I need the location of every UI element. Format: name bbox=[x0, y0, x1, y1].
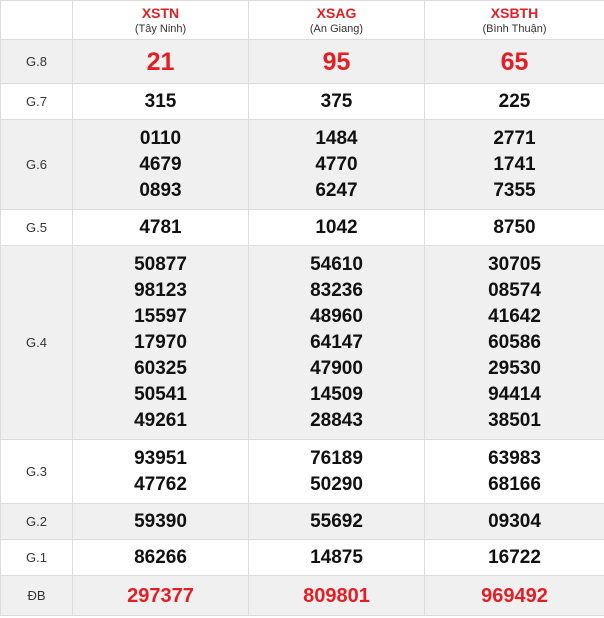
result-number: 59390 bbox=[134, 510, 187, 532]
result-number: 30705 bbox=[488, 253, 541, 275]
result-number: 14875 bbox=[310, 546, 363, 568]
result-number: 315 bbox=[144, 90, 177, 112]
header-row bbox=[1, 1, 604, 40]
result-number: 94414 bbox=[488, 383, 541, 405]
result-number: 7355 bbox=[493, 179, 536, 201]
result-cell bbox=[249, 120, 425, 210]
prize-row bbox=[1, 504, 604, 540]
result-number: 29530 bbox=[488, 357, 541, 379]
prize-label: G.2 bbox=[1, 504, 73, 540]
prize-label: G.3 bbox=[1, 440, 73, 504]
province-code[interactable]: XSAG bbox=[316, 4, 357, 21]
prize-label: G.7 bbox=[1, 84, 73, 120]
prize-row bbox=[1, 84, 604, 120]
prize-row bbox=[1, 440, 604, 504]
result-number: 68166 bbox=[488, 473, 541, 495]
prize-label: G.6 bbox=[1, 120, 73, 210]
result-number: 49261 bbox=[134, 409, 187, 431]
result-cell bbox=[249, 246, 425, 440]
result-number: 93951 bbox=[134, 447, 187, 469]
result-cell bbox=[249, 84, 425, 120]
result-number: 55692 bbox=[310, 510, 363, 532]
result-number: 95 bbox=[322, 47, 351, 76]
province-header-binh-thuan[interactable] bbox=[425, 1, 604, 40]
result-number: 4679 bbox=[139, 153, 182, 175]
result-cell bbox=[73, 246, 249, 440]
result-number: 50541 bbox=[134, 383, 187, 405]
result-cell bbox=[249, 576, 425, 616]
prize-row bbox=[1, 576, 604, 616]
result-cell bbox=[73, 210, 249, 246]
result-cell bbox=[73, 40, 249, 84]
result-number: 969492 bbox=[481, 584, 548, 607]
prize-label: G.1 bbox=[1, 540, 73, 576]
prize-row bbox=[1, 540, 604, 576]
result-cell bbox=[73, 504, 249, 540]
result-cell bbox=[73, 576, 249, 616]
result-number: 6247 bbox=[315, 179, 358, 201]
result-number: 47762 bbox=[134, 473, 187, 495]
result-number: 83236 bbox=[310, 279, 363, 301]
result-cell bbox=[425, 120, 604, 210]
corner-cell bbox=[1, 1, 73, 40]
result-number: 15597 bbox=[134, 305, 187, 327]
result-cell bbox=[249, 40, 425, 84]
result-number: 08574 bbox=[488, 279, 541, 301]
result-cell bbox=[425, 504, 604, 540]
result-number: 60325 bbox=[134, 357, 187, 379]
result-cell bbox=[73, 540, 249, 576]
province-code[interactable]: XSTN bbox=[141, 4, 180, 21]
result-cell bbox=[249, 504, 425, 540]
province-name: (Bình Thuận) bbox=[482, 22, 547, 35]
prize-label: G.4 bbox=[1, 246, 73, 440]
result-cell bbox=[425, 440, 604, 504]
result-number: 76189 bbox=[310, 447, 363, 469]
result-number: 297377 bbox=[127, 584, 194, 607]
result-number: 48960 bbox=[310, 305, 363, 327]
result-number: 0110 bbox=[139, 127, 182, 149]
result-number: 28843 bbox=[310, 409, 363, 431]
result-number: 1484 bbox=[315, 127, 358, 149]
prize-label: G.5 bbox=[1, 210, 73, 246]
result-number: 21 bbox=[146, 47, 175, 76]
result-cell bbox=[73, 120, 249, 210]
result-number: 1741 bbox=[493, 153, 536, 175]
result-number: 65 bbox=[500, 47, 529, 76]
result-cell bbox=[425, 576, 604, 616]
province-name: (An Giang) bbox=[309, 22, 364, 35]
result-cell bbox=[249, 210, 425, 246]
result-cell bbox=[249, 440, 425, 504]
result-number: 225 bbox=[498, 90, 531, 112]
result-cell bbox=[425, 40, 604, 84]
prize-row bbox=[1, 210, 604, 246]
result-number: 16722 bbox=[488, 546, 541, 568]
result-number: 375 bbox=[320, 90, 353, 112]
result-number: 38501 bbox=[488, 409, 541, 431]
province-code[interactable]: XSBTH bbox=[490, 4, 539, 21]
result-number: 0893 bbox=[139, 179, 182, 201]
result-number: 09304 bbox=[488, 510, 541, 532]
province-name: (Tây Ninh) bbox=[134, 22, 187, 35]
prize-label: G.8 bbox=[1, 40, 73, 84]
result-number: 809801 bbox=[303, 584, 370, 607]
result-cell bbox=[73, 84, 249, 120]
result-number: 4781 bbox=[139, 216, 182, 238]
result-number: 63983 bbox=[488, 447, 541, 469]
result-number: 47900 bbox=[310, 357, 363, 379]
result-cell bbox=[249, 540, 425, 576]
result-number: 17970 bbox=[134, 331, 187, 353]
province-header-an-giang[interactable] bbox=[249, 1, 425, 40]
result-number: 60586 bbox=[488, 331, 541, 353]
result-number: 4770 bbox=[315, 153, 358, 175]
result-cell bbox=[73, 440, 249, 504]
result-number: 8750 bbox=[493, 216, 536, 238]
result-cell bbox=[425, 246, 604, 440]
prize-row bbox=[1, 120, 604, 210]
prize-label: ĐB bbox=[1, 576, 73, 616]
result-number: 41642 bbox=[488, 305, 541, 327]
result-cell bbox=[425, 540, 604, 576]
prize-row bbox=[1, 40, 604, 84]
prize-row bbox=[1, 246, 604, 440]
result-number: 54610 bbox=[310, 253, 363, 275]
result-number: 50290 bbox=[310, 473, 363, 495]
result-number: 64147 bbox=[310, 331, 363, 353]
result-cell bbox=[425, 84, 604, 120]
result-number: 14509 bbox=[310, 383, 363, 405]
result-number: 98123 bbox=[134, 279, 187, 301]
result-number: 1042 bbox=[315, 216, 358, 238]
result-number: 2771 bbox=[493, 127, 536, 149]
result-cell bbox=[425, 210, 604, 246]
province-header-tay-ninh[interactable] bbox=[73, 1, 249, 40]
result-number: 50877 bbox=[134, 253, 187, 275]
result-number: 86266 bbox=[134, 546, 187, 568]
